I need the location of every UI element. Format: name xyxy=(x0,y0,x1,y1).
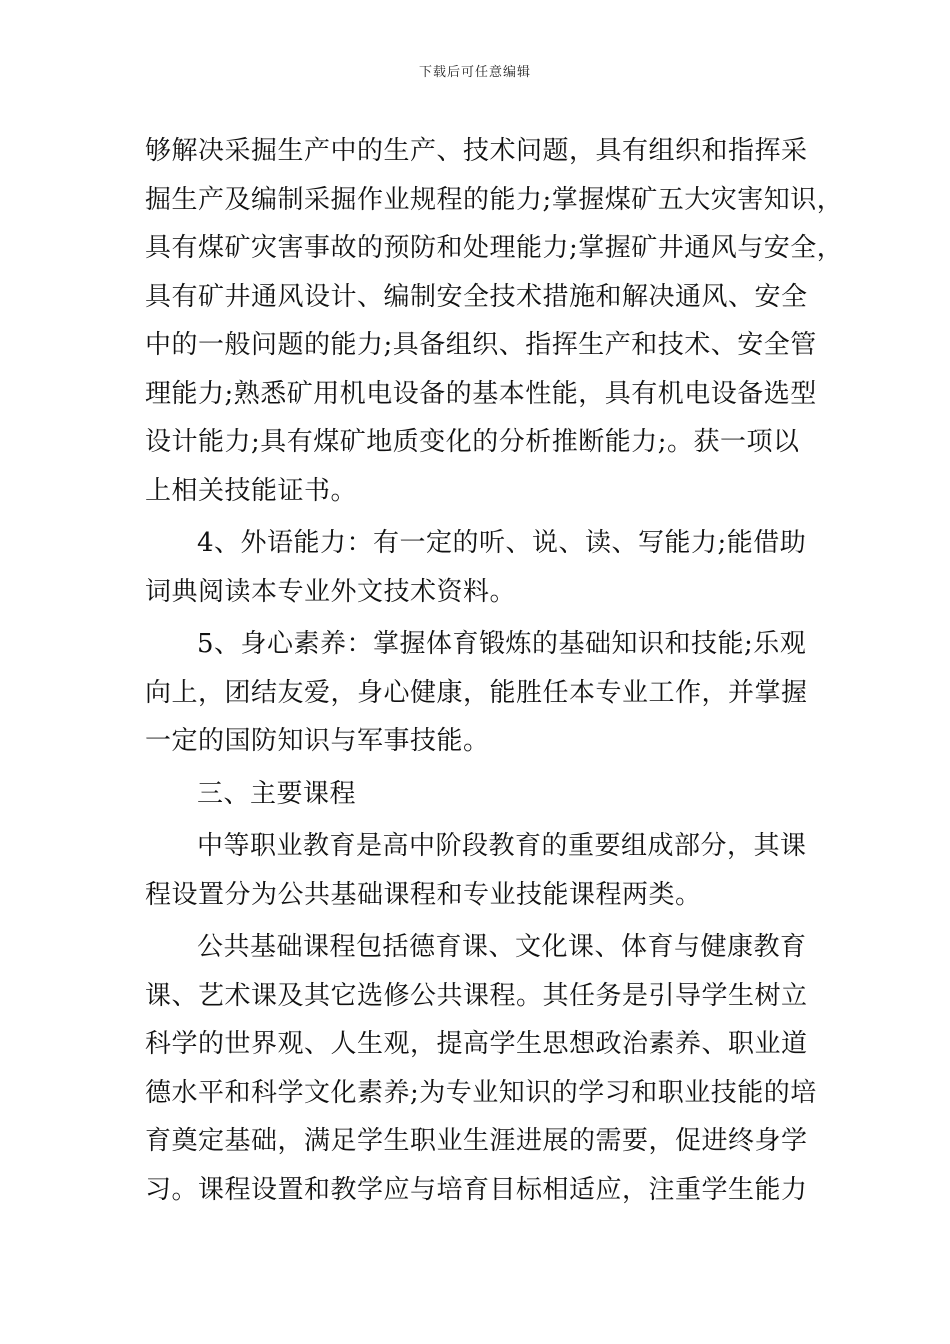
text-line: 够解决采掘生产中的生产、技术问题，具有组织和指挥采 xyxy=(145,136,808,166)
text-line: 掘生产及编制采掘作业规程的能力;掌握煤矿五大灾害知识， xyxy=(145,184,844,215)
paragraph-foreign-language xyxy=(145,519,825,616)
text-line: 课、艺术课及其它选修公共课程。其任务是引导学生树立 xyxy=(145,980,808,1011)
section-heading xyxy=(145,770,825,819)
text-line: 向上，团结友爱，身心健康，能胜任本专业工作，并掌握 xyxy=(145,677,808,708)
paragraph-public-courses xyxy=(145,923,825,1214)
text-line: 习。课程设置和教学应与培育目标相适应，注重学生能力 xyxy=(145,1174,808,1205)
text-line: 育奠定基础，满足学生职业生涯进展的需要，促进终身学 xyxy=(145,1126,808,1156)
text-line: 具有矿井通风设计、编制安全技术措施和解决通风、安全 xyxy=(145,281,808,312)
paragraph-physical-quality xyxy=(145,620,825,766)
text-line: 科学的世界观、人生观，提高学生思想政治素养、职业道 xyxy=(145,1029,808,1059)
text-line: 词典阅读本专业外文技术资料。 xyxy=(145,576,517,607)
heading-line: 三、主要课程 xyxy=(197,778,357,809)
text-line: 一定的国防知识与军事技能。 xyxy=(145,726,490,756)
paragraph-vocational-education xyxy=(145,822,825,919)
text-line: 上相关技能证书。 xyxy=(145,475,358,506)
text-line: 中的一般问题的能力;具备组织、指挥生产和技术、安全管 xyxy=(145,330,817,360)
text-line: 德水平和科学文化素养;为专业知识的学习和职业技能的培 xyxy=(145,1077,817,1108)
text-line: 设计能力;具有煤矿地质变化的分析推断能力;。获一项以 xyxy=(145,427,800,457)
page-header: 下载后可任意编辑 xyxy=(418,65,531,80)
text-line: 具有煤矿灾害事故的预防和处理能力;掌握矿井通风与安全， xyxy=(145,233,844,263)
document-body xyxy=(145,127,844,1214)
paragraph-skills xyxy=(145,127,844,515)
text-line: 公共基础课程包括德育课、文化课、体育与健康教育 xyxy=(197,932,807,962)
text-line: 程设置分为公共基础课程和专业技能课程两类。 xyxy=(145,879,702,910)
text-line: 5、身心素养：掌握体育锻炼的基础知识和技能;乐观 xyxy=(197,629,807,659)
text-line: 4、外语能力：有一定的听、说、读、写能力;能借助 xyxy=(197,528,807,558)
text-line: 理能力;熟悉矿用机电设备的基本性能，具有机电设备选型 xyxy=(145,378,817,409)
text-line: 中等职业教育是高中阶段教育的重要组成部分，其课 xyxy=(197,831,807,861)
